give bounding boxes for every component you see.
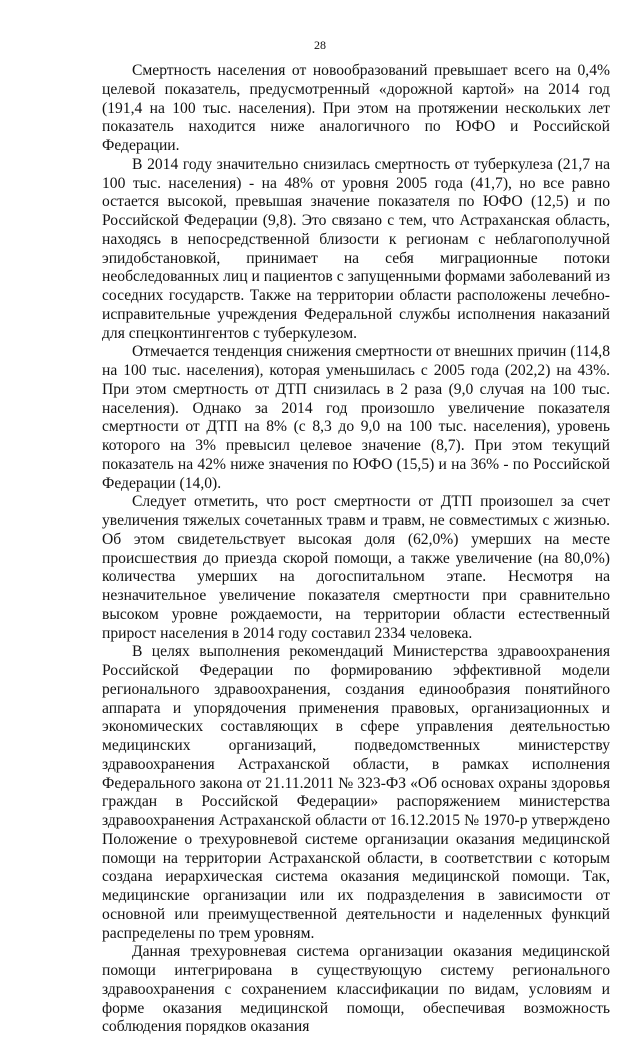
paragraph-external-causes-mortality: Отмечается тенденция снижения смертности от внешних причин (114,8 на 100 тыс. населения), которая уменьшилась с 2005 года (202,2) на 43%. При этом смертность от ДТП снизилась в 2 раза (9,0 случая на 100 тыс. населения). Однако за 2014 год произошло увеличение показателя смертности от ДТП на 8% (с 8,3 до 9,0 на 100 тыс. населения), уровень которого на 3% превысил целевое значение (8,7). При этом текущий показатель на 42% ниже значения по ЮФО (15,5) и на 36% - по Российской Федерации (14,0). — [102, 343, 610, 492]
paragraph-road-accident-injuries: Следует отметить, что рост смертности от ДТП произошел за счет увеличения тяжелых сочетанных травм и травм, не совместимых с жизнью. Об этом свидетельствует высокая доля (62,0%) умерших на месте происшествия до приезда скорой помощи, а также увеличение (на 80,0%) количества умерших на догоспитальном этапе. Несмотря на незначительное увеличение показателя смертности при сравнительно высоком уровне рождаемости, на территории области естественный прирост населения в 2014 году составил 2334 человека. — [102, 493, 610, 642]
body-text — [102, 62, 610, 1037]
paragraph-tuberculosis-mortality: В 2014 году значительно снизилась смертность от туберкулеза (21,7 на 100 тыс. населения) - на 48% от уровня 2005 года (41,7), но все равно остается высокой, превышая значение показателя по ЮФО (12,5) и по Российской Федерации (9,8). Это связано с тем, что Астраханская область, находясь в непосредственной близости к регионам с неблагополучной эпидобстановкой, принимает на себя миграционные потоки необследованных лиц и пациентов с запущенными формами заболеваний из соседних государств. Также на территории области расположены лечебно-исправительные учреждения Федеральной службы исполнения наказаний для спецконтингентов с туберкулезом. — [102, 155, 610, 342]
paragraph-three-level-system-regulation: В целях выполнения рекомендаций Министерства здравоохранения Российской Федерации по формированию эффективной модели регионального здравоохранения, создания единообразия понятийного аппарата и упорядочения применения правовых, организационных и экономических составляющих в сфере управления деятельностью медицинских организаций, подведомственных министерству здравоохранения Астраханской области, в рамках исполнения Федерального закона от 21.11.2011 № 323-ФЗ «Об основах охраны здоровья граждан в Российской Федерации» распоряжением министерства здравоохранения Астраханской области от 16.12.2015 № 1970-р утверждено Положение о трехуровневой системе организации оказания медицинской помощи на территории Астраханской области, в соответствии с которым создана иерархическая система оказания медицинской помощи. Так, медицинские организации или их подразделения в зависимости от основной или преимущественной деятельности и наделенных функций распределены по трем уровням. — [102, 643, 610, 942]
page-number: 28 — [314, 38, 326, 52]
paragraph-three-level-system-integration: Данная трехуровневая система организации оказания медицинской помощи интегрирована в существующую систему регионального здравоохранения с сохранением классификации по видам, условиям и форме оказания медицинской помощи, обеспечивая возможность соблюдения порядков оказания — [102, 943, 610, 1036]
paragraph-neoplasm-mortality: Смертность населения от новообразований превышает всего на 0,4% целевой показатель, предусмотренный «дорожной картой» на 2014 год (191,4 на 100 тыс. населения). При этом на протяжении нескольких лет показатель находится ниже аналогичного по ЮФО и Российской Федерации. — [102, 62, 610, 154]
